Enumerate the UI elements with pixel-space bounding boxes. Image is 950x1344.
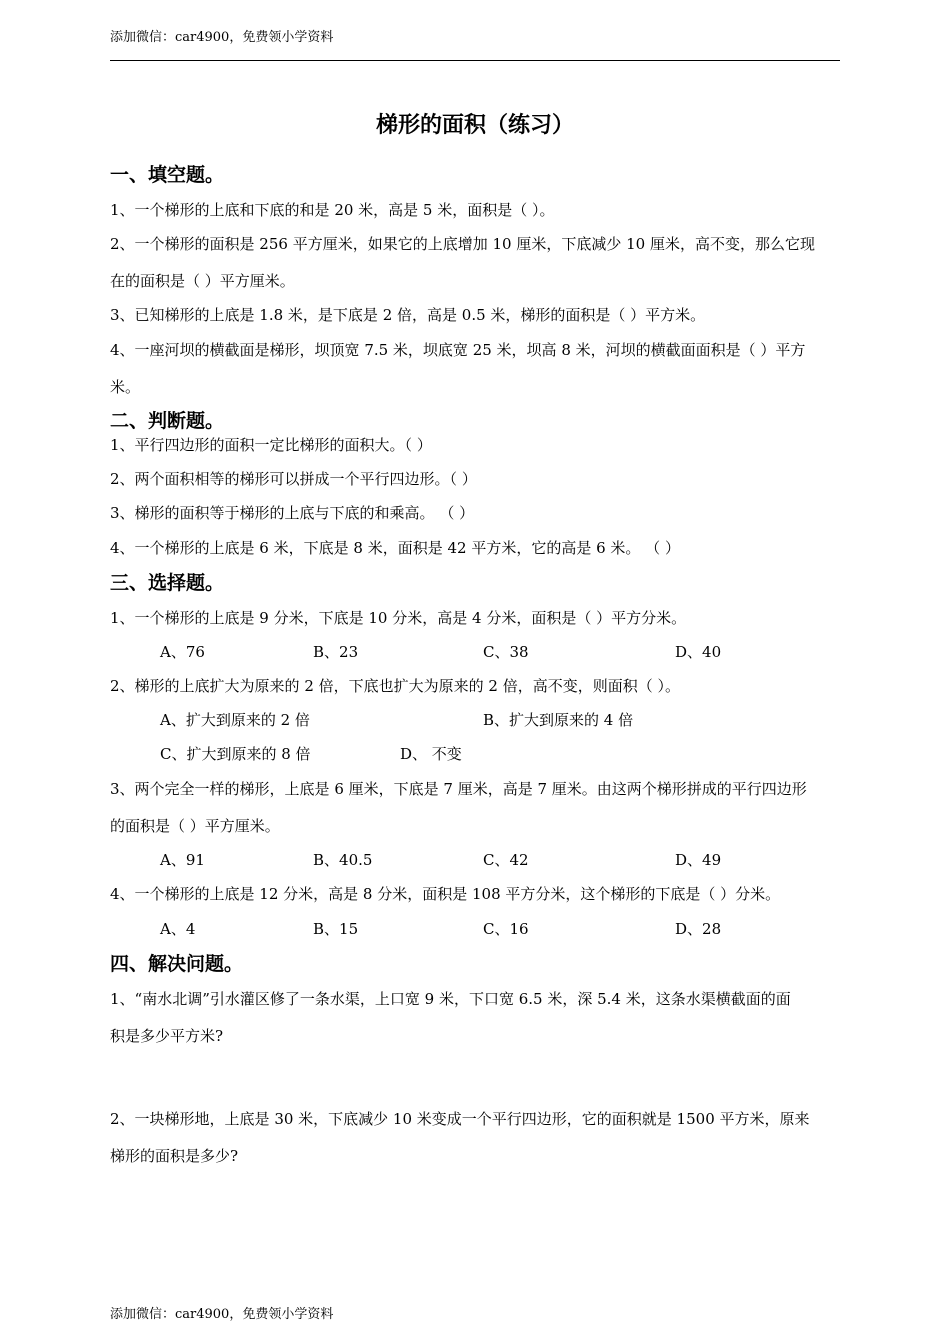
fill-question-4-line-1: 4、一座河坝的横截面是梯形，坝顶宽 7.5 米，坝底宽 25 米，坝高 8 米，河坝的横截面面积是（ ）平方 [110,341,806,359]
section-heading-choice: 三、选择题。 [110,572,225,594]
choice-2-option-d: D、 不变 [400,745,462,763]
choice-1-option-b: B、23 [313,643,359,661]
choice-1-option-c: C、38 [483,643,529,661]
fill-question-1: 1、一个梯形的上底和下底的和是 20 米，高是 5 米，面积是（ ）。 [110,201,555,219]
choice-2-option-a: A、扩大到原来的 2 倍 [160,711,310,729]
solve-question-1-line-2: 积是多少平方米? [110,1027,224,1045]
choice-question-4: 4、一个梯形的上底是 12 分米，高是 8 分米，面积是 108 平方分米，这个梯形的下底是（ ）分米。 [110,885,781,903]
fill-question-3: 3、已知梯形的上底是 1.8 米，是下底是 2 倍，高是 0.5 米，梯形的面积是（ ）平方米。 [110,306,706,324]
choice-3-option-b: B、40.5 [313,851,373,869]
judge-question-2: 2、两个面积相等的梯形可以拼成一个平行四边形。（ ） [110,470,477,488]
choice-4-option-b: B、15 [313,920,359,938]
header-divider [110,60,840,61]
choice-4-option-c: C、16 [483,920,529,938]
page-title: 梯形的面积（练习） [375,112,574,138]
fill-question-4-line-2: 米。 [110,378,141,396]
section-heading-fill: 一、填空题。 [110,164,225,186]
section-heading-solve: 四、解决问题。 [110,953,244,975]
section-heading-judge: 二、判断题。 [110,410,225,432]
choice-3-option-c: C、42 [483,851,529,869]
choice-4-option-a: A、4 [160,920,196,938]
choice-question-1: 1、一个梯形的上底是 9 分米，下底是 10 分米，高是 4 分米，面积是（ ）平方分米。 [110,609,687,627]
choice-4-option-d: D、28 [675,920,722,938]
fill-question-2-line-1: 2、一个梯形的面积是 256 平方厘米，如果它的上底增加 10 厘米，下底减少 10 厘米，高不变，那么它现 [110,235,815,253]
fill-question-2-line-2: 在的面积是（ ）平方厘米。 [110,272,295,290]
judge-question-4: 4、一个梯形的上底是 6 米，下底是 8 米，面积是 42 平方米，它的高是 6 米。 （ ） [110,539,680,557]
judge-question-3: 3、梯形的面积等于梯形的上底与下底的和乘高。 （ ） [110,504,475,522]
choice-question-3-line-1: 3、两个完全一样的梯形，上底是 6 厘米，下底是 7 厘米，高是 7 厘米。由这两个梯形拼成的平行四边形 [110,780,807,798]
choice-3-option-d: D、49 [675,851,722,869]
choice-3-option-a: A、91 [160,851,205,869]
judge-question-1: 1、平行四边形的面积一定比梯形的面积大。（ ） [110,436,432,454]
choice-2-option-b: B、扩大到原来的 4 倍 [483,711,634,729]
choice-1-option-a: A、76 [160,643,205,661]
footer-note: 添加微信：car4900，免费领小学资料 [110,1307,334,1322]
solve-question-2-line-1: 2、一块梯形地，上底是 30 米，下底减少 10 米变成一个平行四边形，它的面积就是 1500 平方米，原来 [110,1110,810,1128]
solve-question-2-line-2: 梯形的面积是多少? [110,1147,239,1165]
choice-2-option-c: C、扩大到原来的 8 倍 [160,745,311,763]
choice-question-2: 2、梯形的上底扩大为原来的 2 倍，下底也扩大为原来的 2 倍，高不变，则面积（ ）。 [110,677,680,695]
choice-question-3-line-2: 的面积是（ ）平方厘米。 [110,817,280,835]
header-note: 添加微信：car4900，免费领小学资料 [110,30,334,45]
solve-question-1-line-1: 1、“南水北调”引水灌区修了一条水渠，上口宽 9 米，下口宽 6.5 米，深 5.4 米，这条水渠横截面的面 [110,990,791,1008]
choice-1-option-d: D、40 [675,643,722,661]
